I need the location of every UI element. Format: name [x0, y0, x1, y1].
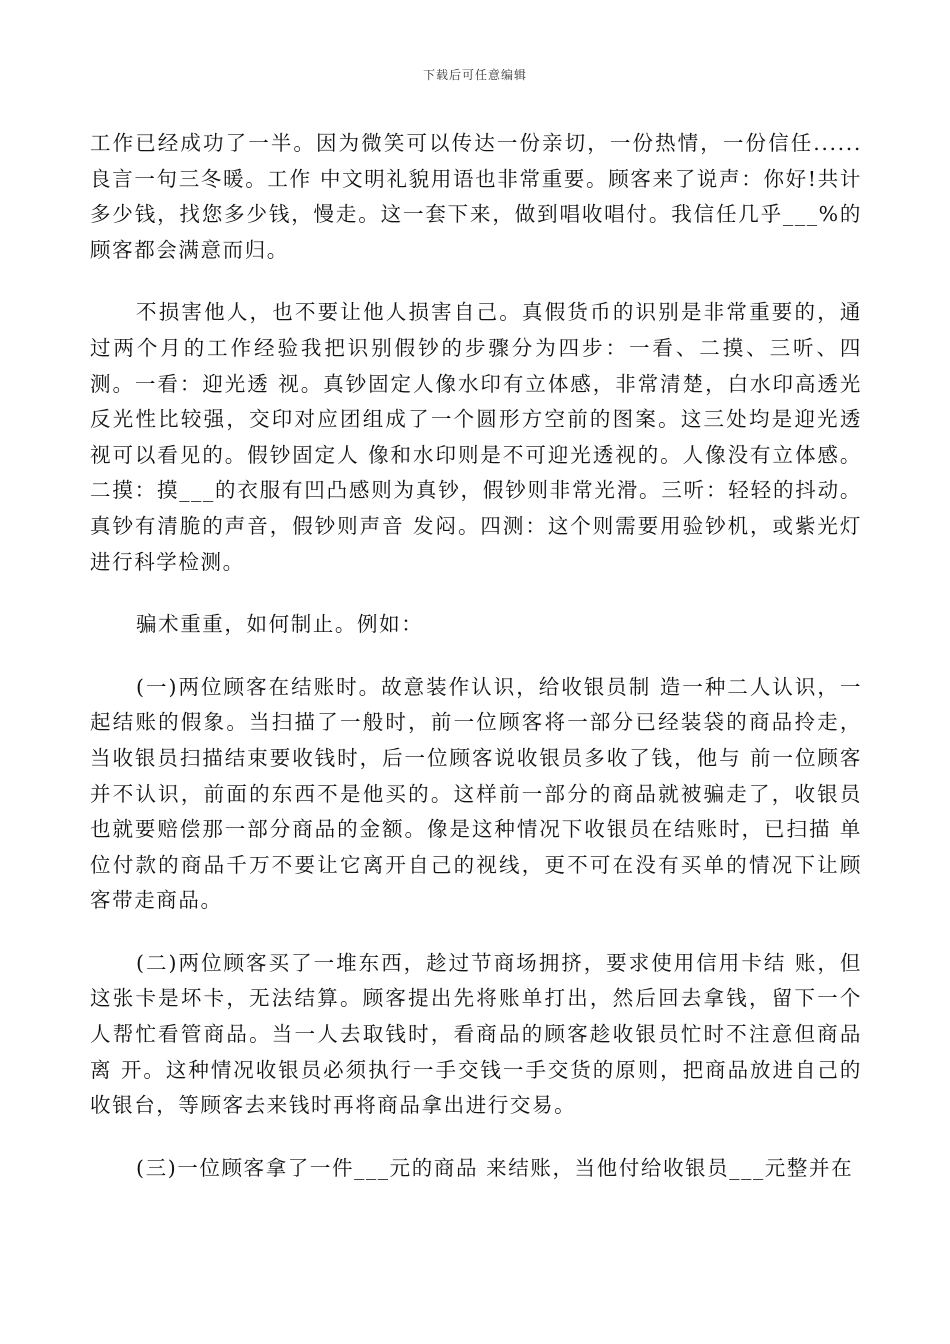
- document-body: [90, 126, 862, 1186]
- paragraph-gap: [90, 1124, 862, 1151]
- paragraph-4: (一)两位顾客在结账时。故意装作认识，给收银员制 造一种二人认识，一起结账的假象。当扫描了一般时，前一位顾客将一部分已经装袋的商品拎走，当收银员扫描结束要收钱时，后一位顾客说收银员多收了钱，他与 前一位顾客并不认识，前面的东西不是他买的。这样前一部分的商品就被骗走了，收银员也就要赔偿那一部分商品的金额。像是这种情况下收银员在结账时，已扫描 单位付款的商品千万不要让它离开自己的视线，更不可在没有买单的情况下让顾客带走商品。: [90, 674, 862, 913]
- paragraph-6: (三)一位顾客拿了一件___元的商品 来结账，当他付给收银员___元整并在: [136, 1155, 854, 1180]
- paragraph-gap: [90, 919, 862, 946]
- paragraph-2: 不损害他人，也不要让他人损害自己。真假货币的识别是非常重要的，通过两个月的工作经验我把识别假钞的步骤分为四步：一看、二摸、三听、四测。一看：迎光透 视。真钞固定人像水印有立体感，非常清楚，白水印高透光反光性比较强，交印对应团组成了一个圆形方空前的图案。这三处均是迎光透视可以看见的。假钞固定人 像和水印则是不可迎光透视的。人像没有立体感。二摸：摸___的衣服有凹凸感则为真钞，假钞则非常光滑。三听：轻轻的抖动。真钞有清脆的声音，假钞则声音 发闷。四测：这个则需要用验钞机，或紫光灯进行科学检测。: [90, 300, 862, 574]
- paragraph-gap: [90, 643, 862, 670]
- paragraph-5: (二)两位顾客买了一堆东西，趁过节商场拥挤，要求使用信用卡结 账，但这张卡是坏卡，无法结算。顾客提出先将账单打出，然后回去拿钱，留下一个人帮忙看管商品。当一人去取钱时，看商品的顾客趁收银员忙时不注意但商品离 开。这种情况收银员必须执行一手交钱一手交货的原则，把商品放进自己的收银台，等顾客去来钱时再将商品拿出进行交易。: [90, 950, 862, 1118]
- paragraph-3: 骗术重重，如何制止。例如：: [136, 612, 424, 637]
- paragraph-gap: [90, 580, 862, 607]
- paragraph-1: 工作已经成功了一半。因为微笑可以传达一份亲切，一份热情，一份信任......良言一句三冬暖。工作 中文明礼貌用语也非常重要。顾客来了说声：你好!共计多少钱，找您多少钱，慢走。这一套下来，做到唱收唱付。我信任几乎___%的顾客都会满意而归。: [90, 131, 862, 262]
- paragraph-gap: [90, 268, 862, 295]
- page-header: 下载后可任意编辑: [422, 68, 527, 82]
